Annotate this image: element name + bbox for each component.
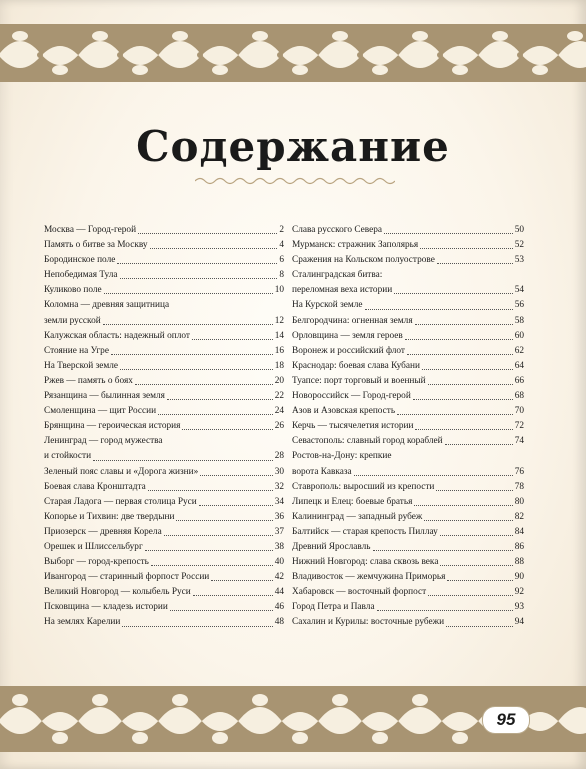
toc-entry-title: Бородинское поле — [44, 255, 116, 266]
toc-entry[interactable] — [44, 480, 284, 495]
dot-leader — [111, 354, 273, 355]
dot-leader — [405, 339, 513, 340]
toc-entry-page: 37 — [274, 526, 284, 537]
toc-entry-page: 68 — [514, 391, 524, 402]
toc-entry-title: На Курской земле — [292, 300, 363, 311]
toc-entry-title: Выборг — город-крепость — [44, 557, 149, 568]
toc-entry-title: Орешек и Шлиссельбург — [44, 541, 143, 552]
toc-entry-page: 26 — [274, 421, 284, 432]
toc-entry[interactable] — [292, 223, 524, 238]
toc-entry-page: 2 — [279, 225, 284, 235]
dot-leader — [440, 535, 513, 536]
toc-entry-page: 80 — [514, 496, 524, 507]
toc-entry[interactable] — [44, 404, 284, 419]
toc-entry-title: Великий Новгород — колыбель Руси — [44, 587, 191, 598]
dot-leader — [158, 414, 273, 415]
toc-entry-title: На землях Карелии — [44, 617, 121, 628]
toc-entry[interactable] — [292, 555, 524, 570]
toc-entry[interactable] — [292, 359, 524, 374]
toc-entry-title: Боевая слава Кронштадта — [44, 481, 146, 492]
toc-entry-page: 52 — [514, 240, 524, 251]
dot-leader — [413, 399, 513, 400]
toc-entry-title: Брянщина — героическая история — [44, 421, 181, 432]
toc-entry-page: 88 — [514, 557, 524, 568]
toc-entry[interactable] — [292, 374, 524, 389]
toc-entry-title: Новороссийск — Город-герой — [292, 391, 411, 402]
toc-entry[interactable] — [44, 555, 284, 570]
dot-leader — [447, 580, 512, 581]
dot-leader — [437, 263, 513, 264]
toc-entry-page: 6 — [279, 255, 284, 266]
toc-entry-title: Ставрополь: выросший из крепости — [292, 481, 435, 492]
toc-entry[interactable] — [292, 329, 524, 344]
toc-entry[interactable] — [292, 615, 524, 630]
toc-entry-page: 53 — [514, 255, 524, 266]
toc-entry-title: Смоленщина — щит России — [44, 406, 157, 417]
dot-leader — [145, 550, 273, 551]
toc-entry[interactable] — [44, 253, 284, 268]
dot-leader — [373, 550, 513, 551]
toc-entry-title: Ржев — память о боях — [44, 375, 133, 386]
toc-entry-page: 72 — [514, 421, 524, 432]
toc-entry-title: Старая Ладога — первая столица Руси — [44, 496, 197, 507]
toc-entry-title: Рязанщина — былинная земля — [44, 391, 165, 402]
dot-leader — [200, 475, 272, 476]
toc-entry-title: Нижний Новгород: слава сквозь века — [292, 557, 439, 568]
toc-entry-title: Севастополь: славный город кораблей — [292, 436, 443, 447]
dot-leader — [103, 324, 273, 325]
toc-entry[interactable] — [292, 480, 524, 495]
toc-left-column — [44, 223, 284, 631]
dot-leader — [394, 293, 513, 294]
dot-leader — [436, 490, 512, 491]
toc-entry[interactable] — [44, 495, 284, 510]
toc-entry-title: Воронеж и российский флот — [292, 345, 405, 356]
toc-entry-title-continued: переломная веха истории — [292, 285, 393, 296]
toc-entry-page: 44 — [274, 587, 284, 598]
toc-entry[interactable] — [44, 329, 284, 344]
dot-leader — [377, 610, 513, 611]
toc-entry-title: Керчь — тысячелетия истории — [292, 421, 414, 432]
toc-entry[interactable] — [44, 268, 284, 283]
dot-leader — [440, 565, 512, 566]
toc-entry[interactable] — [44, 465, 284, 480]
toc-entry-title: Сталинградская битва: — [292, 270, 383, 281]
dot-leader — [164, 535, 273, 536]
toc-entry[interactable] — [44, 298, 284, 328]
toc-entry-page: 4 — [279, 240, 284, 251]
toc-entry-title: Туапсе: порт торговый и военный — [292, 375, 426, 386]
dot-leader — [138, 233, 277, 234]
toc-entry-title-continued: земли русской — [44, 315, 101, 326]
toc-entry-page: 30 — [274, 466, 284, 477]
toc-entry-title: Копорье и Тихвин: две твердыни — [44, 511, 175, 522]
toc-entry[interactable] — [292, 525, 524, 540]
toc-entry-title: Память о битве за Москву — [44, 240, 148, 251]
toc-entry[interactable] — [44, 540, 284, 555]
toc-entry-title: Краснодар: боевая слава Кубани — [292, 360, 420, 371]
dot-leader — [170, 610, 273, 611]
toc-entry[interactable] — [292, 449, 524, 479]
toc-entry-title: Хабаровск — восточный форпост — [292, 587, 427, 598]
toc-entry-title: Древний Ярославль — [292, 541, 371, 552]
toc-entry-title: Куликово поле — [44, 285, 102, 296]
toc-entry-page: 40 — [274, 557, 284, 568]
dot-leader — [120, 369, 273, 370]
toc-entry[interactable] — [292, 434, 524, 449]
toc-entry[interactable] — [292, 419, 524, 434]
dot-leader — [420, 248, 513, 249]
toc-entry-title: Приозерск — древняя Корела — [44, 526, 162, 537]
toc-entry[interactable] — [44, 389, 284, 404]
toc-entry-page: 14 — [274, 330, 284, 341]
toc-entry[interactable] — [44, 434, 284, 464]
toc-entry-page: 46 — [274, 602, 284, 613]
toc-entry-page: 54 — [514, 285, 524, 296]
toc-right-column — [292, 223, 524, 631]
toc-entry[interactable] — [292, 389, 524, 404]
title-underline-ornament — [195, 176, 395, 186]
toc-entry-title: Москва — Город-герой — [44, 225, 137, 235]
toc-entry-title: Сражения на Кольском полуострове — [292, 255, 435, 266]
top-ornament-band — [0, 24, 586, 82]
toc-entry[interactable] — [44, 585, 284, 600]
dot-leader — [211, 580, 272, 581]
toc-entry-title: Псковщина — кладезь истории — [44, 602, 168, 613]
toc-entry-title: Белгородчина: огненная земля — [292, 315, 413, 326]
toc-entry[interactable] — [292, 404, 524, 419]
dot-leader — [384, 233, 513, 234]
dot-leader — [120, 278, 278, 279]
toc-entry-page: 86 — [514, 541, 524, 552]
toc-entry-page: 92 — [514, 587, 524, 598]
toc-entry-title: Ленинград — город мужества — [44, 436, 163, 447]
page-number: 95 — [482, 706, 530, 734]
toc-entry[interactable] — [44, 359, 284, 374]
toc-entry[interactable] — [44, 510, 284, 525]
dot-leader — [407, 354, 513, 355]
toc-entry-page: 12 — [274, 315, 284, 326]
dot-leader — [415, 429, 512, 430]
toc-entry-title: Стояние на Угре — [44, 345, 109, 356]
toc-entry[interactable] — [44, 570, 284, 585]
toc-entry[interactable] — [44, 283, 284, 298]
dot-leader — [117, 263, 277, 264]
toc-entry-title: Мурманск: стражник Заполярья — [292, 240, 419, 251]
toc-entry-page: 76 — [514, 466, 524, 477]
dot-leader — [445, 444, 513, 445]
toc-entry[interactable] — [292, 344, 524, 359]
toc-entry-page: 56 — [514, 300, 524, 311]
toc-entry[interactable] — [44, 374, 284, 389]
toc-entry-page: 34 — [274, 496, 284, 507]
toc-entry-title: Ростов-на-Дону: крепкие — [292, 451, 392, 462]
dot-leader — [424, 520, 512, 521]
toc-entry[interactable] — [292, 510, 524, 525]
toc-entry-page: 74 — [514, 436, 524, 447]
dot-leader — [199, 505, 273, 506]
toc-entry[interactable] — [292, 298, 524, 313]
toc-entry[interactable] — [292, 314, 524, 329]
toc-entry-page: 24 — [274, 406, 284, 417]
toc-entry[interactable] — [292, 600, 524, 615]
dot-leader — [150, 248, 278, 249]
dot-leader — [354, 475, 513, 476]
toc-entry-page: 62 — [514, 345, 524, 356]
toc-entry-page: 82 — [514, 511, 524, 522]
toc-entry-title-continued: и стойкости — [44, 451, 92, 462]
toc-entry-title: Непобедимая Тула — [44, 270, 118, 281]
toc-entry-page: 16 — [274, 345, 284, 356]
toc-entry[interactable] — [44, 419, 284, 434]
toc-entry-title: Владивосток — жемчужина Приморья — [292, 572, 446, 583]
toc-entry[interactable] — [292, 253, 524, 268]
toc-entry[interactable] — [44, 344, 284, 359]
toc-entry-page: 32 — [274, 481, 284, 492]
dot-leader — [151, 565, 273, 566]
toc-entry[interactable] — [292, 268, 524, 298]
toc-entry[interactable] — [44, 600, 284, 615]
toc-entry-title: Коломна — древняя защитница — [44, 300, 170, 311]
dot-leader — [148, 490, 273, 491]
toc-entry-title: На Тверской земле — [44, 360, 119, 371]
toc-entry-page: 22 — [274, 391, 284, 402]
toc-entry-page: 58 — [514, 315, 524, 326]
toc-entry-title: Сахалин и Курилы: восточные рубежи — [292, 617, 445, 628]
toc-entry-title: Азов и Азовская крепость — [292, 406, 396, 417]
toc-entry[interactable] — [292, 495, 524, 510]
toc-entry-title: Калужская область: надежный оплот — [44, 330, 190, 341]
toc-entry-page: 70 — [514, 406, 524, 417]
dot-leader — [135, 384, 273, 385]
toc-entry[interactable] — [292, 238, 524, 253]
dot-leader — [122, 626, 272, 627]
dot-leader — [193, 595, 273, 596]
dot-leader — [104, 293, 273, 294]
page-title: Содержание — [136, 122, 450, 171]
dot-leader — [422, 369, 513, 370]
toc-entry-page: 20 — [274, 375, 284, 386]
dot-leader — [446, 626, 513, 627]
toc-entry[interactable] — [292, 540, 524, 555]
dot-leader — [167, 399, 273, 400]
toc-entry-page: 38 — [274, 541, 284, 552]
toc-entry-page: 60 — [514, 330, 524, 341]
toc-entry-title: Ивангород — старинный форпост России — [44, 572, 210, 583]
toc-entry-page: 50 — [514, 225, 524, 235]
toc-entry[interactable] — [44, 238, 284, 253]
toc-entry-page: 94 — [514, 617, 524, 628]
dot-leader — [182, 429, 272, 430]
toc-entry-page: 84 — [514, 526, 524, 537]
dot-leader — [428, 595, 513, 596]
toc-entry-page: 36 — [274, 511, 284, 522]
toc-entry-page: 18 — [274, 360, 284, 371]
toc-entry-page: 10 — [274, 285, 284, 296]
dot-leader — [365, 309, 513, 310]
toc-entry-title: Слава русского Севера — [292, 225, 383, 235]
dot-leader — [397, 414, 513, 415]
toc-entry-title: Липецк и Елец: боевые братья — [292, 496, 413, 507]
toc-entry-title: Балтийск — старая крепость Пиллау — [292, 526, 438, 537]
dot-leader — [414, 505, 512, 506]
toc-entry-title: Калининград — западный рубеж — [292, 511, 423, 522]
toc-entry-page: 28 — [274, 451, 284, 462]
toc-entry-page: 42 — [274, 572, 284, 583]
toc-entry[interactable] — [44, 615, 284, 630]
toc-entry-page: 78 — [514, 481, 524, 492]
toc-entry-title: Зеленый пояс славы и «Дорога жизни» — [44, 466, 199, 477]
toc-entry-title: Орловщина — земля героев — [292, 330, 403, 341]
dot-leader — [93, 460, 273, 461]
toc-entry-page: 93 — [514, 602, 524, 613]
toc-entry[interactable] — [44, 223, 284, 238]
toc-entry-page: 66 — [514, 375, 524, 386]
toc-entry[interactable] — [44, 525, 284, 540]
dot-leader — [428, 384, 513, 385]
dot-leader — [192, 339, 273, 340]
toc-entry-title-continued: ворота Кавказа — [292, 466, 352, 477]
toc-entry[interactable] — [292, 585, 524, 600]
toc-entry-page: 64 — [514, 360, 524, 371]
toc-entry[interactable] — [292, 570, 524, 585]
toc-entry-title: Город Петра и Павла — [292, 602, 375, 613]
toc-entry-page: 48 — [274, 617, 284, 628]
dot-leader — [415, 324, 513, 325]
toc-entry-page: 90 — [514, 572, 524, 583]
toc-entry-page: 8 — [279, 270, 284, 281]
dot-leader — [176, 520, 272, 521]
